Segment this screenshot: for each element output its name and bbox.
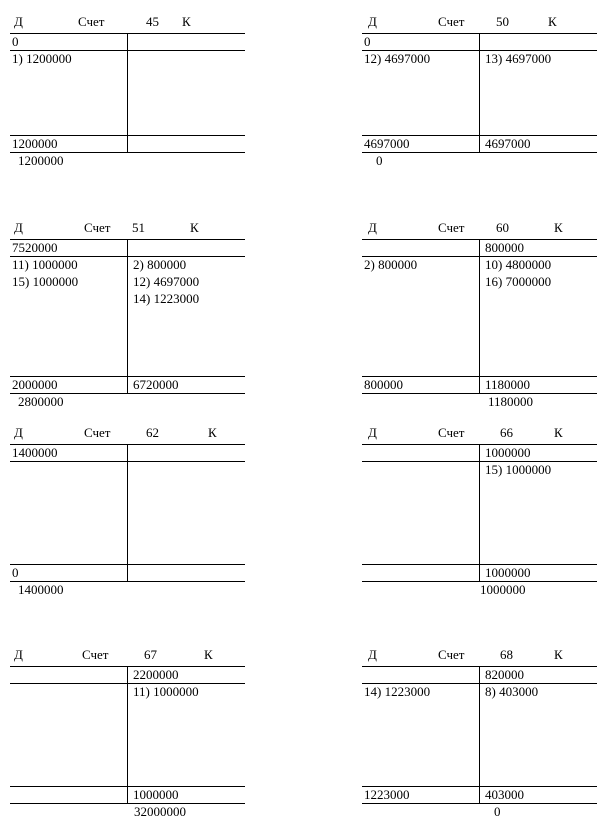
- credit-entry: 14) 1223000: [133, 291, 200, 306]
- debit-label: Д: [368, 14, 377, 29]
- credit-label: К: [554, 425, 563, 440]
- column-divider: [127, 444, 128, 581]
- account-label: Счет: [84, 220, 111, 235]
- credit-entry: 13) 4697000: [485, 51, 552, 66]
- rule-line: [362, 393, 597, 394]
- rule-line: [362, 803, 597, 804]
- column-divider: [479, 444, 480, 581]
- closing-balance: 1400000: [18, 582, 64, 597]
- account-label: Счет: [84, 425, 111, 440]
- credit-label: К: [554, 647, 563, 662]
- turnover-credit: 1000000: [133, 787, 179, 802]
- closing-balance: 32000000: [134, 804, 186, 819]
- credit-entry: 2) 800000: [133, 257, 187, 272]
- credit-entry: 10) 4800000: [485, 257, 552, 272]
- credit-entry: 15) 1000000: [485, 462, 552, 477]
- credit-entries: [485, 50, 551, 67]
- column-divider: [127, 239, 128, 393]
- account-header: [362, 14, 597, 30]
- debit-label: Д: [368, 220, 377, 235]
- opening-credit: 1000000: [485, 445, 531, 460]
- account-header: [10, 220, 245, 236]
- account-number: 68: [500, 647, 513, 662]
- turnover-debit: 800000: [364, 377, 403, 392]
- opening-debit: 7520000: [12, 240, 58, 255]
- account-label: Счет: [82, 647, 109, 662]
- turnover-credit: 6720000: [133, 377, 179, 392]
- credit-entry: 16) 7000000: [485, 274, 552, 289]
- debit-entry: 14) 1223000: [364, 684, 431, 699]
- turnover-credit: 1180000: [485, 377, 531, 392]
- closing-balance: 0: [494, 804, 501, 819]
- turnover-credit: 403000: [485, 787, 524, 802]
- debit-entry: 1) 1200000: [12, 51, 72, 66]
- credit-entry: 12) 4697000: [133, 274, 200, 289]
- debit-entries: [12, 50, 72, 67]
- turnover-debit: 4697000: [364, 136, 410, 151]
- debit-label: Д: [14, 220, 23, 235]
- account-label: Счет: [78, 14, 105, 29]
- closing-balance: 2800000: [18, 394, 64, 409]
- rule-line: [362, 152, 597, 153]
- debit-entry: 11) 1000000: [12, 257, 78, 272]
- opening-credit: 820000: [485, 667, 524, 682]
- turnover-debit: 1223000: [364, 787, 410, 802]
- account-label: Счет: [438, 220, 465, 235]
- credit-entries: [133, 683, 199, 700]
- account-header: [10, 14, 245, 30]
- debit-label: Д: [368, 647, 377, 662]
- closing-balance: 0: [376, 153, 383, 168]
- account-number: 66: [500, 425, 513, 440]
- credit-label: К: [204, 647, 213, 662]
- turnover-credit: 4697000: [485, 136, 531, 151]
- column-divider: [127, 33, 128, 152]
- opening-debit: 0: [364, 34, 371, 49]
- credit-label: К: [208, 425, 217, 440]
- account-number: 67: [144, 647, 157, 662]
- opening-credit: 800000: [485, 240, 524, 255]
- debit-entry: 2) 800000: [364, 257, 418, 272]
- account-number: 51: [132, 220, 145, 235]
- credit-label: К: [554, 220, 563, 235]
- column-divider: [479, 666, 480, 803]
- debit-label: Д: [14, 14, 23, 29]
- credit-entries: [485, 461, 551, 478]
- account-header: [10, 647, 245, 663]
- credit-entries: [485, 256, 551, 290]
- turnover-debit: 1200000: [12, 136, 58, 151]
- closing-balance: 1180000: [488, 394, 534, 409]
- turnover-credit: 1000000: [485, 565, 531, 580]
- credit-entries: [485, 683, 538, 700]
- opening-debit: 1400000: [12, 445, 58, 460]
- column-divider: [479, 239, 480, 393]
- credit-label: К: [548, 14, 557, 29]
- credit-label: К: [190, 220, 199, 235]
- account-header: [10, 425, 245, 441]
- rule-line: [10, 803, 245, 804]
- credit-label: К: [182, 14, 191, 29]
- debit-entries: [364, 683, 430, 700]
- debit-entry: 15) 1000000: [12, 274, 79, 289]
- credit-entry: 11) 1000000: [133, 684, 199, 699]
- credit-entries: [133, 256, 199, 307]
- debit-entries: [364, 256, 417, 273]
- turnover-debit: 2000000: [12, 377, 58, 392]
- turnover-debit: 0: [12, 565, 19, 580]
- opening-debit: 0: [12, 34, 19, 49]
- account-number: 45: [146, 14, 159, 29]
- debit-entries: [12, 256, 78, 290]
- closing-balance: 1200000: [18, 153, 64, 168]
- account-label: Счет: [438, 14, 465, 29]
- opening-credit: 2200000: [133, 667, 179, 682]
- account-number: 60: [496, 220, 509, 235]
- column-divider: [127, 666, 128, 803]
- column-divider: [479, 33, 480, 152]
- debit-entry: 12) 4697000: [364, 51, 431, 66]
- account-header: [362, 425, 597, 441]
- debit-entries: [364, 50, 430, 67]
- account-header: [362, 647, 597, 663]
- credit-entry: 8) 403000: [485, 684, 539, 699]
- closing-balance: 1000000: [480, 582, 526, 597]
- account-label: Счет: [438, 425, 465, 440]
- debit-label: Д: [368, 425, 377, 440]
- account-header: [362, 220, 597, 236]
- debit-label: Д: [14, 425, 23, 440]
- account-label: Счет: [438, 647, 465, 662]
- account-number: 50: [496, 14, 509, 29]
- account-number: 62: [146, 425, 159, 440]
- debit-label: Д: [14, 647, 23, 662]
